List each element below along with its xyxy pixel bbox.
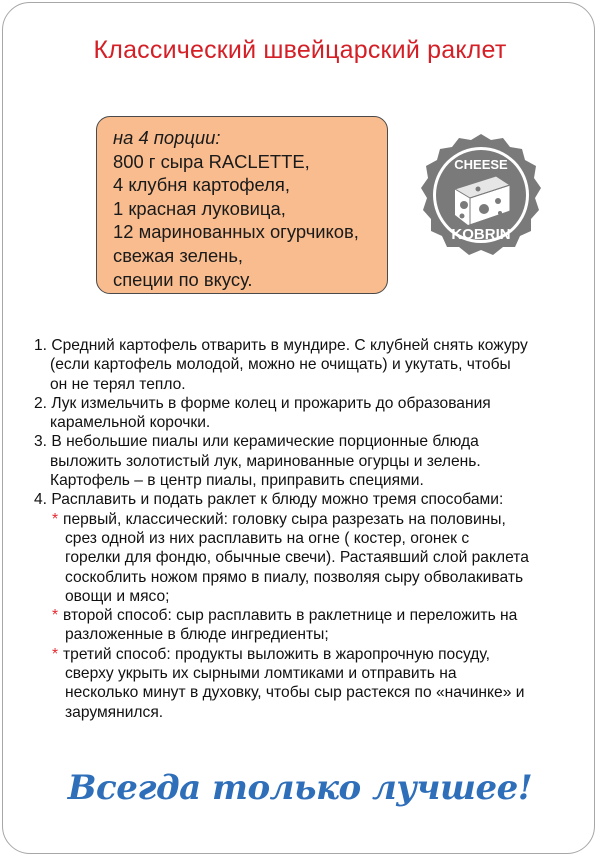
step-bullet-line xyxy=(34,606,594,625)
bullet-star: * xyxy=(52,510,59,528)
step-bullet-line xyxy=(34,645,594,664)
servings-label: на 4 порции: xyxy=(113,127,221,148)
step-line: 1. Средний картофель отварить в мундире. С клубней снять кожуру xyxy=(34,337,528,354)
bullet-star: * xyxy=(52,645,59,663)
step-line: Картофель – в центр пиалы, приправить специями. xyxy=(50,472,424,490)
step-line-text: первый, классический: головку сыра разрезать на половины, xyxy=(63,510,506,528)
ingredient-item: 1 красная луковица, xyxy=(113,197,286,219)
step-line: (если картофель молодой, можно не очищать) и укутать, чтобы xyxy=(50,356,511,374)
step-line: карамельной корочки. xyxy=(50,414,211,432)
step-line: срез одной из них расплавить на огне ( костер, огонек с xyxy=(65,529,470,547)
step-line: разложенные в блюде ингредиенты; xyxy=(65,626,329,644)
bullet-star: * xyxy=(52,607,59,625)
recipe-steps xyxy=(34,336,594,722)
step-line: 4. Расплавить и подать раклет к блюду можно тремя способами: xyxy=(34,491,504,509)
brand-slogan: Всегда только лучшее! xyxy=(67,768,533,808)
step-bullet-line xyxy=(34,510,594,529)
ingredient-item: 4 клубня картофеля, xyxy=(113,174,290,196)
logo-bottom-text: KOBRIN xyxy=(451,226,511,243)
ingredient-item: свежая зелень, xyxy=(113,244,244,266)
recipe-title: Классический швейцарский раклет xyxy=(93,36,507,64)
step-line: сверху укрыть их сырными ломтиками и отправить на xyxy=(65,665,457,683)
step-line: горелки для фондю, обычные свечи). Растаявший слой раклета xyxy=(65,549,529,567)
step-line-text: третий способ: продукты выложить в жаропрочную посуду, xyxy=(63,645,490,663)
cheese-kobrin-logo xyxy=(418,131,544,264)
step-line: он не терял тепло. xyxy=(50,375,186,393)
logo-top-text: CHEESE xyxy=(454,157,508,172)
ingredient-item: специи по вкусу. xyxy=(113,268,253,290)
step-line: 2. Лук измельчить в форме колец и прожарить до образования xyxy=(34,394,491,412)
step-line: 3. В небольшие пиалы или керамические порционные блюда xyxy=(34,433,479,451)
step-line: соскоблить ножом прямо в пиалу, позволяя сыру обволакивать xyxy=(65,568,524,586)
step-line: овощи и мясо; xyxy=(65,587,170,605)
ingredient-item: 800 г сыра RACLETTE, xyxy=(113,150,310,172)
step-line: выложить золотистый лук, маринованные огурцы и зелень. xyxy=(50,452,481,470)
step-line-text: второй способ: сыр расплавить в раклетнице и переложить на xyxy=(63,607,518,625)
ingredients-box xyxy=(96,116,388,294)
ingredient-item: 12 маринованных огурчиков, xyxy=(113,221,359,243)
step-line: зарумянился. xyxy=(65,703,164,721)
step-line: несколько минут в духовку, чтобы сыр растекся по «начинке» и xyxy=(65,684,525,702)
